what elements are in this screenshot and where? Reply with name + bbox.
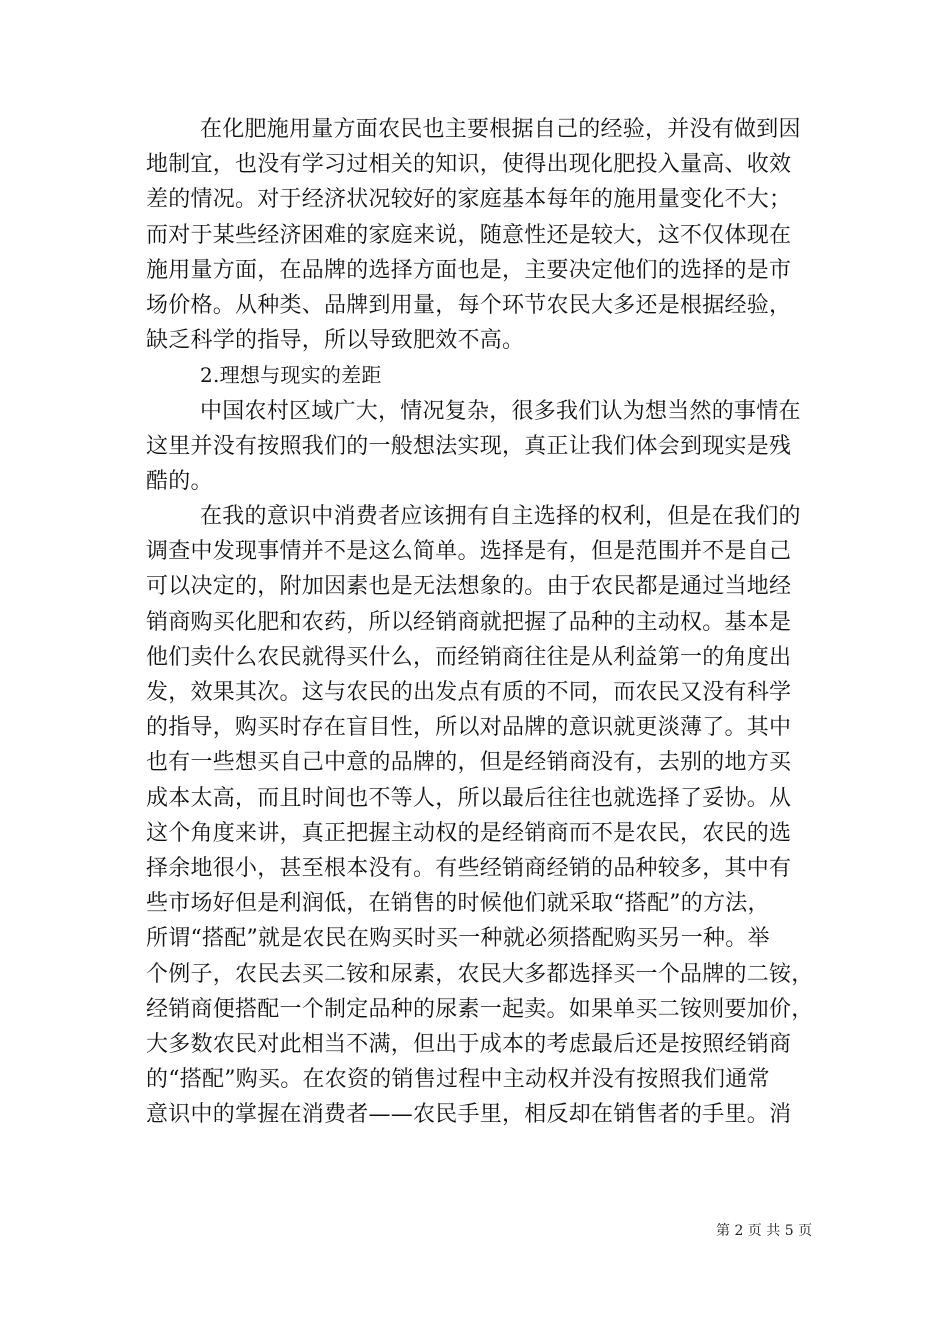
text-line: 酷的。 — [146, 468, 213, 494]
text-line: 在我的意识中消费者应该拥有自主选择的权利，但是在我们的 — [200, 504, 801, 530]
text-line: 施用量方面，在品牌的选择方面也是，主要决定他们的选择的是市 — [146, 257, 792, 283]
text-line: 而对于某些经济困难的家庭来说，随意性还是较大，这不仅体现在 — [146, 222, 792, 248]
text-line: 所谓“搭配”就是农民在购买时买一种就必须搭配购买另一种。举 — [146, 926, 770, 952]
paragraph — [146, 394, 810, 500]
text-line: 销商购买化肥和农药，所以经销商就把握了品种的主动权。基本是 — [146, 609, 792, 635]
text-line: 大多数农民对此相当不满，但出于成本的考虑最后还是按照经销商 — [146, 1031, 792, 1057]
text-line: 意识中的掌握在消费者——农民手里，相反却在销售者的手里。消 — [146, 1102, 792, 1128]
section-heading — [146, 358, 810, 393]
text-line: 缺乏科学的指导，所以导致肥效不高。 — [146, 328, 525, 354]
text-line: 择余地很小，甚至根本没有。有些经销商经销的品种较多，其中有 — [146, 855, 792, 881]
text-line: 这里并没有按照我们的一般想法实现，真正让我们体会到现实是残 — [146, 433, 792, 459]
paragraph — [146, 499, 814, 1132]
text-line: 调查中发现事情并不是这么简单。选择是有，但是范围并不是自己 — [146, 539, 792, 565]
document-body — [146, 112, 814, 1132]
page-number: 第 2 页 共 5 页 — [716, 1223, 813, 1239]
text-line: 在化肥施用量方面农民也主要根据自己的经验，并没有做到因 — [200, 117, 801, 142]
text-line: 中国农村区域广大，情况复杂，很多我们认为想当然的事情在 — [200, 398, 801, 424]
text-line: 差的情况。对于经济状况较好的家庭基本每年的施用量变化不大； — [146, 187, 792, 213]
text-line: 成本太高，而且时间也不等人，所以最后往往也就选择了妥协。从 — [146, 785, 792, 811]
text-line: 地制宜，也没有学习过相关的知识，使得出现化肥投入量高、收效 — [146, 152, 792, 178]
text-line: 2.理想与现实的差距 — [200, 363, 382, 388]
text-line: 个例子，农民去买二铵和尿素，农民大多都选择买一个品牌的二铵， — [146, 961, 814, 987]
text-line: 经销商便搭配一个制定品种的尿素一起卖。如果单买二铵则要加价， — [146, 996, 814, 1022]
text-line: 场价格。从种类、品牌到用量，每个环节农民大多还是根据经验， — [146, 292, 792, 318]
text-line: 他们卖什么农民就得买什么，而经销商往往是从利益第一的角度出 — [146, 644, 792, 670]
paragraph — [146, 112, 810, 358]
text-line: 可以决定的，附加因素也是无法想象的。由于农民都是通过当地经 — [146, 574, 792, 600]
text-line: 也有一些想买自己中意的品牌的，但是经销商没有，去别的地方买 — [146, 750, 792, 776]
text-line: 的指导，购买时存在盲目性，所以对品牌的意识就更淡薄了。其中 — [146, 715, 792, 741]
text-line: 这个角度来讲，真正把握主动权的是经销商而不是农民，农民的选 — [146, 820, 792, 846]
text-line: 发，效果其次。这与农民的出发点有质的不同，而农民又没有科学 — [146, 680, 792, 705]
text-line: 些市场好但是利润低，在销售的时候他们就采取“搭配”的方法， — [146, 891, 770, 917]
text-line: 的“搭配”购买。在农资的销售过程中主动权并没有按照我们通常 — [146, 1067, 770, 1093]
